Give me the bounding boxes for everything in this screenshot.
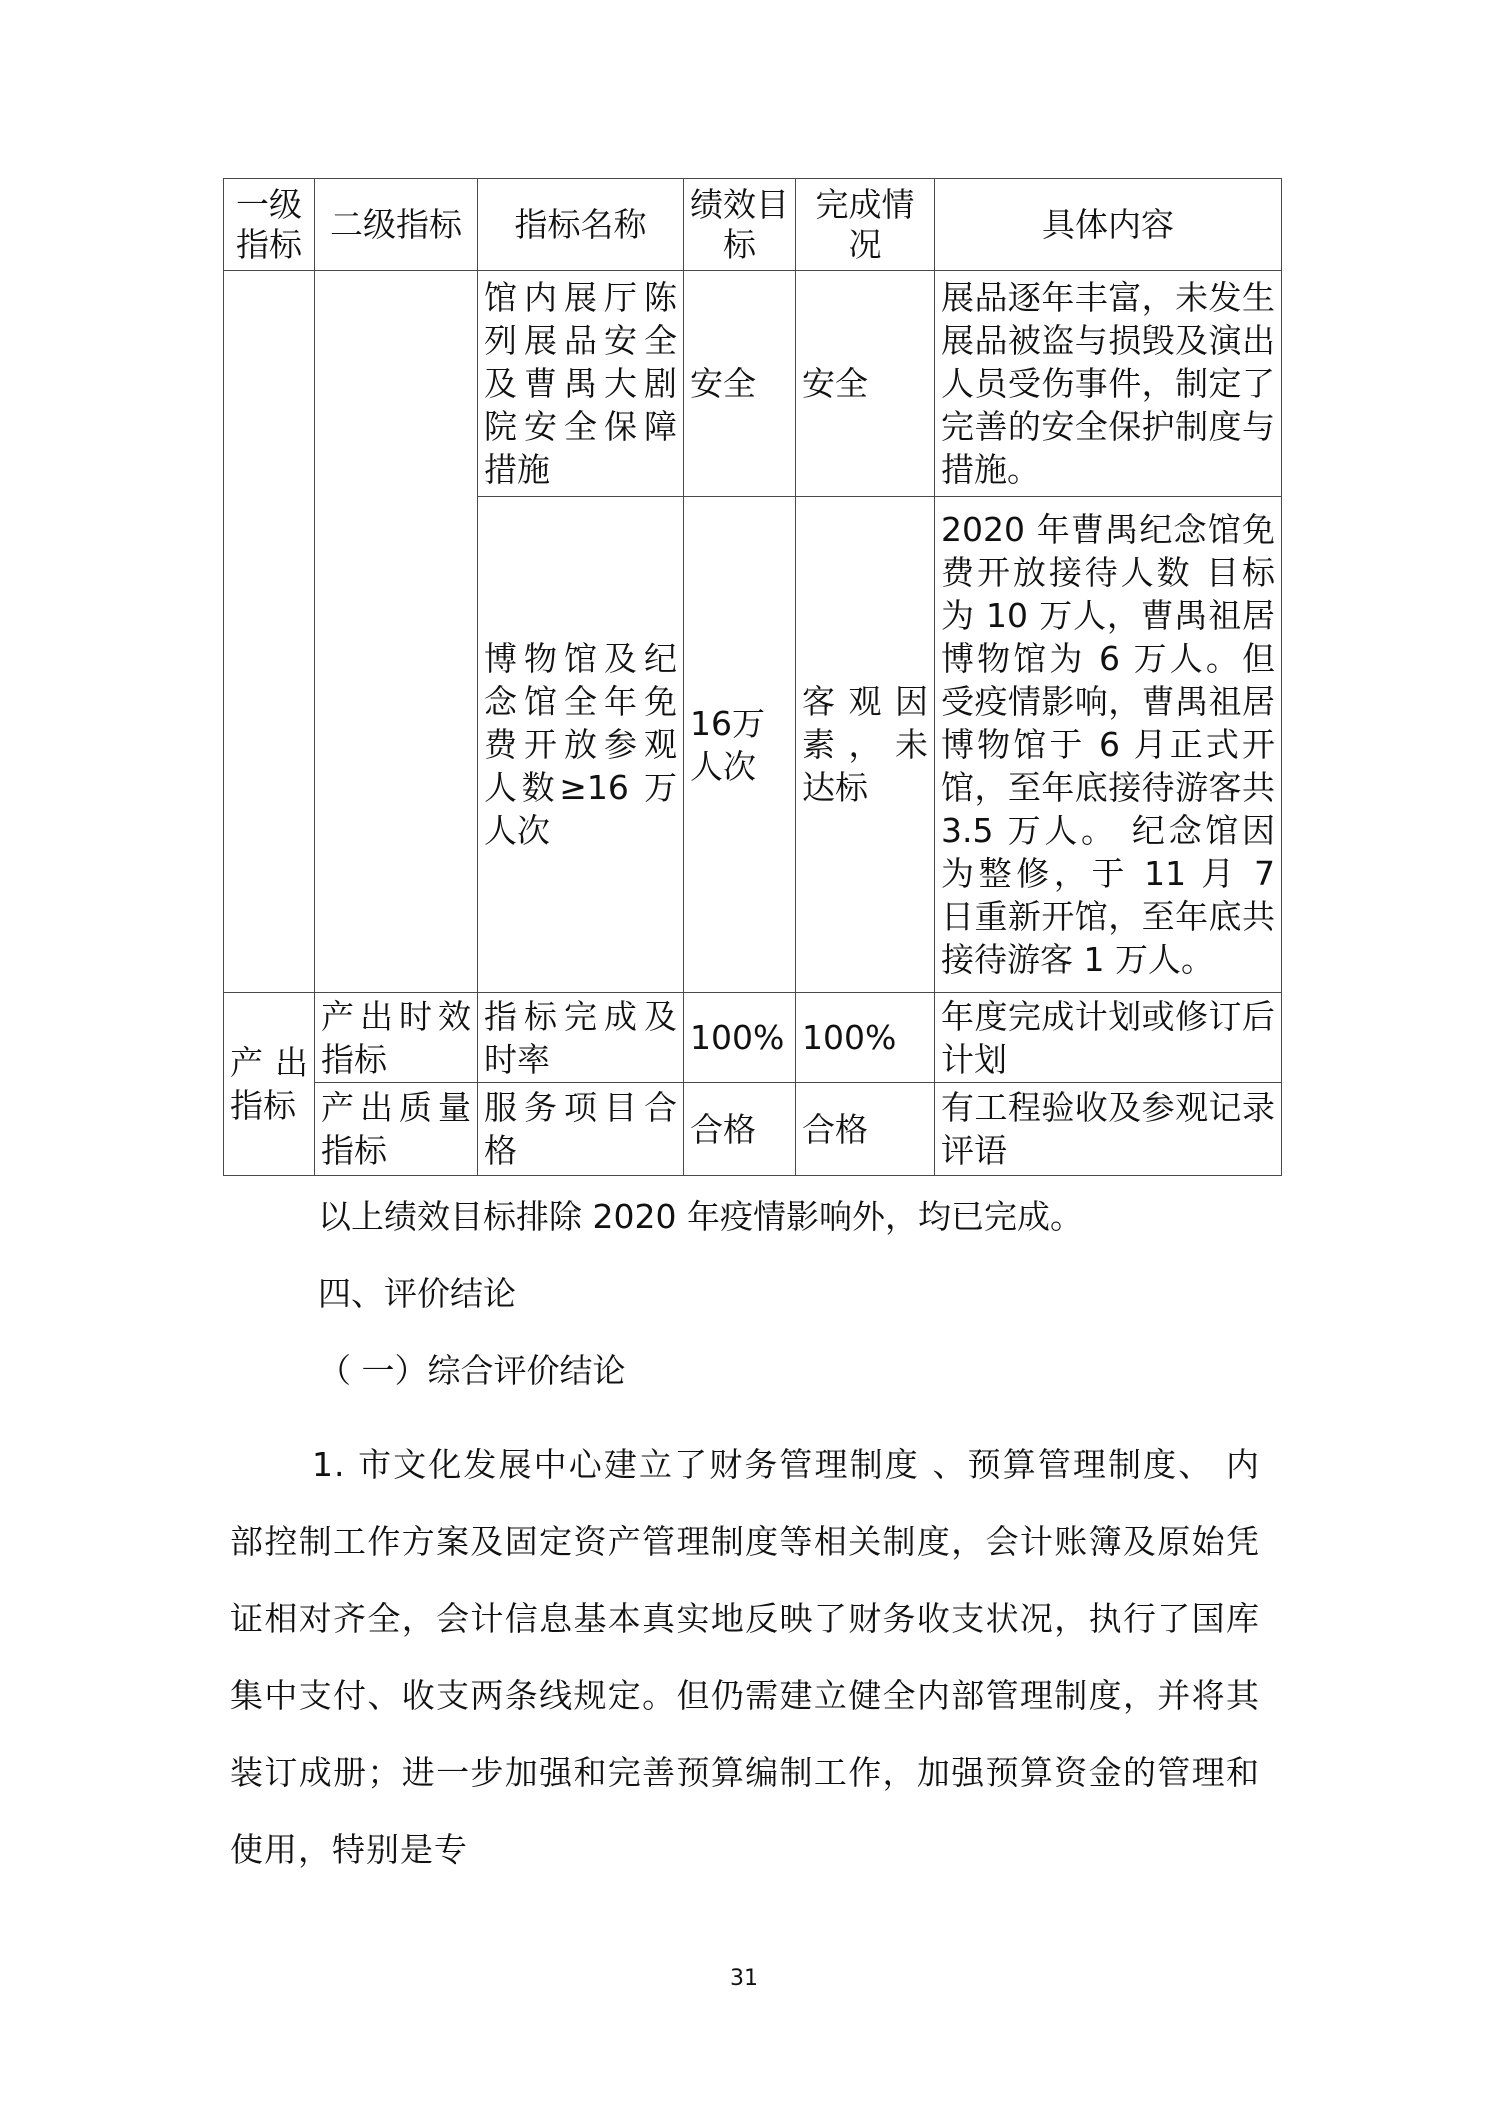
target-cell: 16万人次	[684, 497, 796, 993]
indicator-name-cell: 馆内展厅陈列展品安全及曹禺大剧院安全保障措施	[478, 271, 684, 497]
status-cell: 合格	[796, 1083, 935, 1176]
target-cell: 100%	[684, 993, 796, 1083]
target-cell: 合格	[684, 1083, 796, 1176]
detail-cell: 2020 年曹禺纪念馆免费开放接待人数 目标为 10 万人，曹禺祖居博物馆为 6 万人。但受疫情影响，曹禺祖居博物馆于 6 月正式开馆，至年底接待游客共 3.5 万人。 纪念馆因为整修，于 11 月 7 日重新开馆，至年底共接待游客 1 万人。	[935, 497, 1282, 993]
status-cell: 100%	[796, 993, 935, 1083]
table-row	[224, 271, 1282, 497]
header-indicator-name: 指标名称	[478, 179, 684, 271]
level2-cell: 产出质量指标	[315, 1083, 478, 1176]
header-target: 绩效目标	[684, 179, 796, 271]
status-cell: 客观因素，未达标	[796, 497, 935, 993]
page-number: 31	[730, 1966, 758, 1991]
target-cell: 安全	[684, 271, 796, 497]
table-row	[224, 1083, 1282, 1176]
subsection-heading: （ 一）综合评价结论	[318, 1351, 626, 1390]
level2-cell	[315, 271, 478, 993]
body-paragraph: 1. 市文化发展中心建立了财务管理制度 、预算管理制度、 内部控制工作方案及固定资产管理制度等相关制度，会计账簿及原始凭证相对齐全，会计信息基本真实地反映了财务收支状况，执行了国库集中支付、收支两条线规定。但仍需建立健全内部管理制度，并将其装订成册；进一步加强和完善预算编制工作，加强预算资金的管理和使用，特别是专	[230, 1445, 1260, 1869]
level2-cell: 产出时效指标	[315, 993, 478, 1083]
table-header-row	[224, 179, 1282, 271]
status-cell: 安全	[796, 271, 935, 497]
table-summary-text: 以上绩效目标排除 2020 年疫情影响外，均已完成。	[318, 1197, 1083, 1236]
section-heading: 四、评价结论	[318, 1274, 516, 1313]
level1-cell: 产出指标	[224, 993, 315, 1176]
performance-table	[223, 178, 1282, 1176]
header-level2: 二级指标	[315, 179, 478, 271]
detail-cell: 有工程验收及参观记录评语	[935, 1083, 1282, 1176]
header-level1: 一级指标	[224, 179, 315, 271]
indicator-name-cell: 博物馆及纪念馆全年免费开放参观人数≥16 万人次	[478, 497, 684, 993]
header-detail: 具体内容	[935, 179, 1282, 271]
table-row	[224, 993, 1282, 1083]
indicator-name-cell: 服务项目合格	[478, 1083, 684, 1176]
detail-cell: 年度完成计划或修订后计划	[935, 993, 1282, 1083]
header-status: 完成情况	[796, 179, 935, 271]
detail-cell: 展品逐年丰富，未发生展品被盗与损毁及演出人员受伤事件，制定了完善的安全保护制度与措施。	[935, 271, 1282, 497]
level1-cell	[224, 271, 315, 993]
indicator-name-cell: 指标完成及时率	[478, 993, 684, 1083]
